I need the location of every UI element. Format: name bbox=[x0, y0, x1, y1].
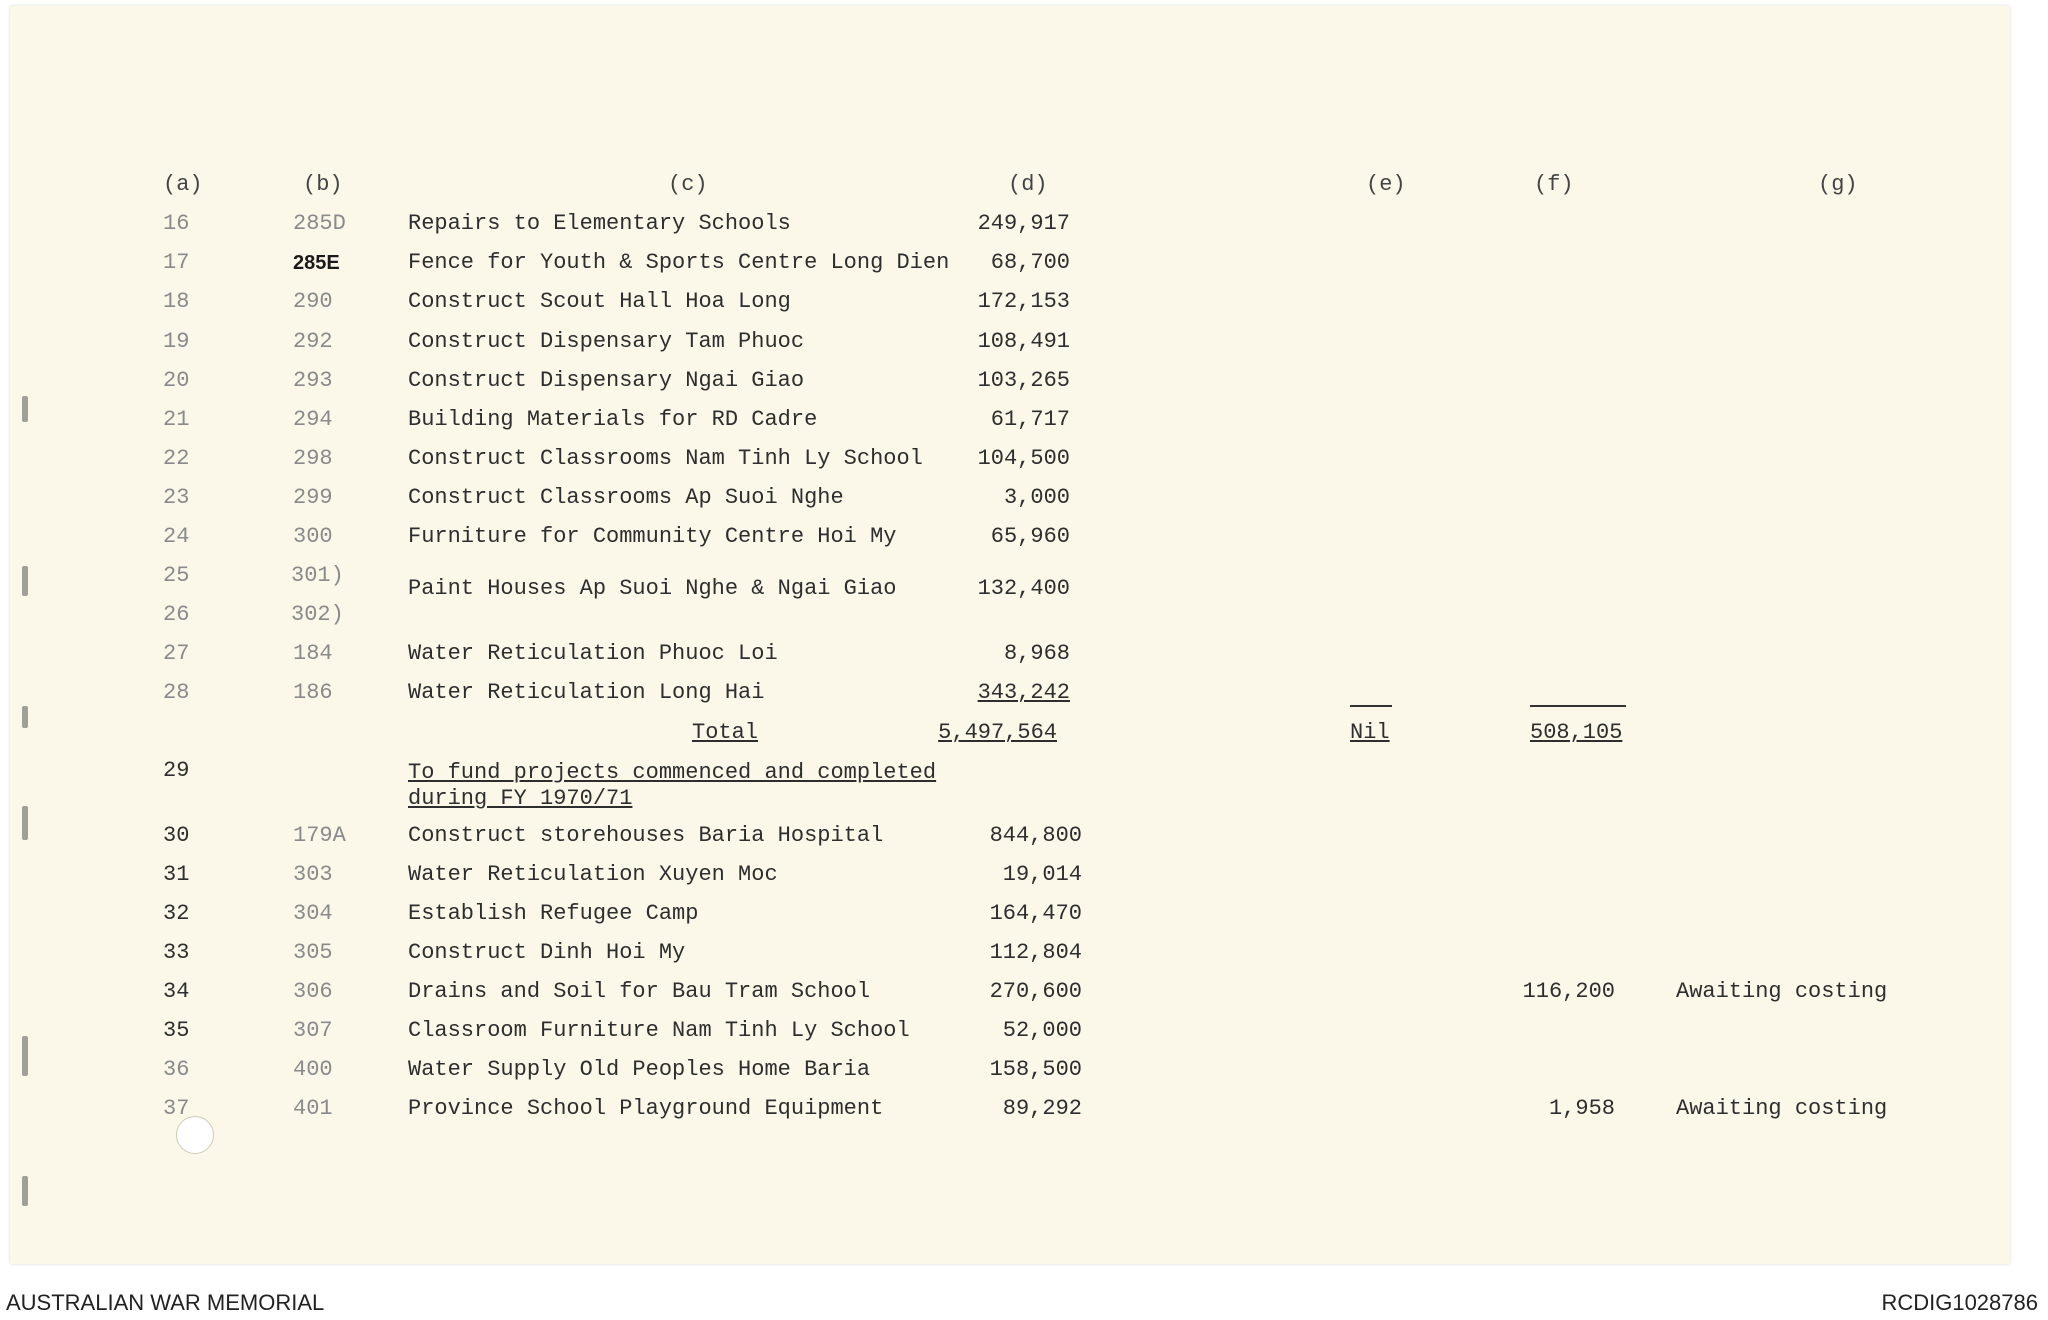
row-17-a: 17 bbox=[163, 250, 190, 275]
row-37-d: 89,292 bbox=[1002, 1096, 1082, 1121]
section-heading-line2: during FY 1970/71 bbox=[408, 786, 633, 811]
total-f: 508,105 bbox=[1530, 720, 1623, 745]
row-33-c: Construct Dinh Hoi My bbox=[408, 940, 686, 965]
row-18-d: 172,153 bbox=[977, 289, 1070, 314]
row-33-d: 112,804 bbox=[989, 940, 1082, 965]
row-21-c: Building Materials for RD Cadre bbox=[408, 407, 818, 432]
row-27-d: 8,968 bbox=[1003, 641, 1070, 666]
row-35-c: Classroom Furniture Nam Tinh Ly School bbox=[408, 1018, 910, 1043]
row-35-b: 307 bbox=[293, 1018, 333, 1043]
section-heading-line1: To fund projects commenced and completed bbox=[408, 760, 937, 785]
row-31-a: 31 bbox=[163, 862, 190, 887]
row-37-c: Province School Playground Equipment bbox=[408, 1096, 884, 1121]
row-24-c: Furniture for Community Centre Hoi My bbox=[408, 524, 897, 549]
row-37-g: Awaiting costing bbox=[1676, 1096, 1888, 1121]
row-28-c: Water Reticulation Long Hai bbox=[408, 680, 765, 705]
row-19-a: 19 bbox=[163, 329, 190, 354]
edge-mark bbox=[22, 566, 28, 596]
row-16-b: 285D bbox=[293, 211, 346, 236]
row-22-d: 104,500 bbox=[977, 446, 1070, 471]
total-e: Nil bbox=[1350, 720, 1390, 745]
row-27-b: 184 bbox=[293, 641, 333, 666]
header-g: (g) bbox=[1818, 172, 1858, 197]
row-32-d: 164,470 bbox=[989, 901, 1082, 926]
edge-mark bbox=[22, 706, 28, 728]
row-31-d: 19,014 bbox=[1002, 862, 1082, 887]
header-c: (c) bbox=[668, 172, 708, 197]
row-37-a: 37 bbox=[163, 1096, 190, 1121]
row-21-b: 294 bbox=[293, 407, 333, 432]
row-30-c: Construct storehouses Baria Hospital bbox=[408, 823, 884, 848]
header-b: (b) bbox=[303, 172, 343, 197]
row-28-b: 186 bbox=[293, 680, 333, 705]
row-21-d: 61,717 bbox=[990, 407, 1070, 432]
row-32-b: 304 bbox=[293, 901, 333, 926]
row-24-b: 300 bbox=[293, 524, 333, 549]
row-36-a: 36 bbox=[163, 1057, 190, 1082]
row-30-a: 30 bbox=[163, 823, 190, 848]
row-25-b: 301) bbox=[291, 563, 344, 588]
row-23-c: Construct Classrooms Ap Suoi Nghe bbox=[408, 485, 844, 510]
row-25-a: 25 bbox=[163, 563, 190, 588]
row-31-b: 303 bbox=[293, 862, 333, 887]
rule-e bbox=[1350, 705, 1392, 707]
row-20-b: 293 bbox=[293, 368, 333, 393]
row-19-b: 292 bbox=[293, 329, 333, 354]
row-21-a: 21 bbox=[163, 407, 190, 432]
row-26-b: 302) bbox=[291, 602, 344, 627]
row-29-a: 29 bbox=[163, 758, 190, 783]
row-16-c: Repairs to Elementary Schools bbox=[408, 211, 791, 236]
row-17-c: Fence for Youth & Sports Centre Long Dien bbox=[408, 250, 950, 275]
row-35-a: 35 bbox=[163, 1018, 190, 1043]
row-34-c: Drains and Soil for Bau Tram School bbox=[408, 979, 871, 1004]
row-28-a: 28 bbox=[163, 680, 190, 705]
row-30-d: 844,800 bbox=[989, 823, 1082, 848]
row-17-b: 285E bbox=[293, 252, 340, 274]
row-19-c: Construct Dispensary Tam Phuoc bbox=[408, 329, 805, 354]
row-34-b: 306 bbox=[293, 979, 333, 1004]
row-32-a: 32 bbox=[163, 901, 190, 926]
row-23-a: 23 bbox=[163, 485, 190, 510]
row-16-d: 249,917 bbox=[977, 211, 1070, 236]
row-18-a: 18 bbox=[163, 289, 190, 314]
row-20-c: Construct Dispensary Ngai Giao bbox=[408, 368, 805, 393]
row-33-b: 305 bbox=[293, 940, 333, 965]
header-d: (d) bbox=[1008, 172, 1048, 197]
row-36-c: Water Supply Old Peoples Home Baria bbox=[408, 1057, 871, 1082]
row-22-b: 298 bbox=[293, 446, 333, 471]
row-18-b: 290 bbox=[293, 289, 333, 314]
row-31-c: Water Reticulation Xuyen Moc bbox=[408, 862, 778, 887]
edge-mark bbox=[22, 396, 28, 422]
row-25-26-d: 132,400 bbox=[977, 576, 1070, 601]
edge-mark bbox=[22, 1036, 28, 1076]
row-24-d: 65,960 bbox=[990, 524, 1070, 549]
row-23-b: 299 bbox=[293, 485, 333, 510]
edge-mark bbox=[22, 806, 28, 840]
row-34-f: 116,200 bbox=[1522, 979, 1615, 1004]
row-28-d: 343,242 bbox=[977, 680, 1070, 705]
row-36-d: 158,500 bbox=[989, 1057, 1082, 1082]
row-37-f: 1,958 bbox=[1548, 1096, 1615, 1121]
row-27-c: Water Reticulation Phuoc Loi bbox=[408, 641, 778, 666]
row-34-d: 270,600 bbox=[989, 979, 1082, 1004]
row-25-26-c: Paint Houses Ap Suoi Nghe & Ngai Giao bbox=[408, 576, 897, 601]
row-23-d: 3,000 bbox=[1003, 485, 1070, 510]
edge-mark bbox=[22, 1176, 28, 1206]
row-32-c: Establish Refugee Camp bbox=[408, 901, 699, 926]
row-30-b: 179A bbox=[293, 823, 346, 848]
footer-id: RCDIG1028786 bbox=[1881, 1290, 2038, 1315]
rule-f bbox=[1530, 705, 1626, 707]
row-17-d: 68,700 bbox=[990, 250, 1070, 275]
row-27-a: 27 bbox=[163, 641, 190, 666]
row-20-a: 20 bbox=[163, 368, 190, 393]
header-f: (f) bbox=[1534, 172, 1574, 197]
row-26-a: 26 bbox=[163, 602, 190, 627]
row-35-d: 52,000 bbox=[1002, 1018, 1082, 1043]
header-a: (a) bbox=[163, 172, 203, 197]
row-18-c: Construct Scout Hall Hoa Long bbox=[408, 289, 791, 314]
total-d: 5,497,564 bbox=[938, 720, 1057, 745]
row-33-a: 33 bbox=[163, 940, 190, 965]
row-22-a: 22 bbox=[163, 446, 190, 471]
footer-source: AUSTRALIAN WAR MEMORIAL bbox=[6, 1290, 325, 1315]
row-34-a: 34 bbox=[163, 979, 190, 1004]
row-36-b: 400 bbox=[293, 1057, 333, 1082]
row-24-a: 24 bbox=[163, 524, 190, 549]
row-19-d: 108,491 bbox=[977, 329, 1070, 354]
total-label: Total bbox=[692, 720, 759, 745]
header-e: (e) bbox=[1366, 172, 1406, 197]
row-34-g: Awaiting costing bbox=[1676, 979, 1888, 1004]
row-37-b: 401 bbox=[293, 1096, 333, 1121]
row-20-d: 103,265 bbox=[977, 368, 1070, 393]
row-16-a: 16 bbox=[163, 211, 190, 236]
row-22-c: Construct Classrooms Nam Tinh Ly School bbox=[408, 446, 923, 471]
